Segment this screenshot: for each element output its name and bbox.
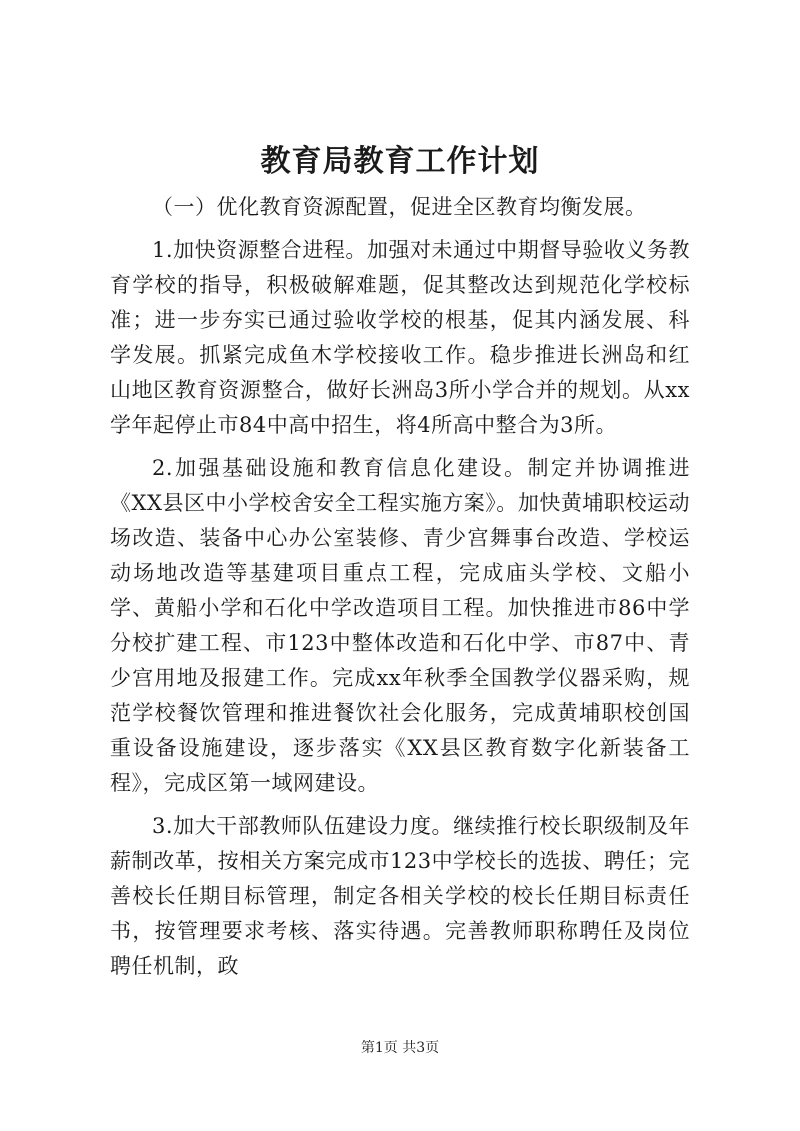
- page-number: 第1页 共3页: [360, 1040, 440, 1056]
- document-body: [110, 190, 690, 984]
- section-heading: （一）优化教育资源配置，促进全区教育均衡发展。: [152, 195, 647, 219]
- paragraph-staff-building: 3.加大干部教师队伍建设力度。继续推行校长职级制及年薪制改革，按相关方案完成市123中学校长的选拔、聘任；完善校长任期目标管理，制定各相关学校的校长任期目标责任书，按管理要求考核、落实待遇。完善教师职称聘任及岗位聘任机制，政: [110, 814, 690, 978]
- paragraph-infrastructure: 2.加强基础设施和教育信息化建设。制定并协调推进《XX县区中小学校舍安全工程实施方案》。加快黄埔职校运动场改造、装备中心办公室装修、青少宫舞事台改造、学校运动场地改造等基建项目重点工程，完成庙头学校、文船小学、黄船小学和石化中学改造项目工程。加快推进市86中学分校扩建工程、市123中整体改造和石化中学、市87中、青少宫用地及报建工作。完成xx年秋季全国教学仪器采购，规范学校餐饮管理和推进餐饮社会化服务，完成黄埔职校创国重设备设施建设，逐步落实《XX县区教育数字化新装备工程》，完成区第一域网建设。: [110, 456, 690, 795]
- paragraph-resource-integration: 1.加快资源整合进程。加强对未通过中期督导验收义务教育学校的指导，积极破解难题，促其整改达到规范化学校标准；进一步夯实已通过验收学校的根基，促其内涵发展、科学发展。抓紧完成鱼木学校接收工作。稳步推进长洲岛和红山地区教育资源整合，做好长洲岛3所小学合并的规划。从xx学年起停止市84中高中招生，将4所高中整合为3所。: [110, 238, 690, 437]
- document-title: 教育局教育工作计划: [260, 144, 540, 179]
